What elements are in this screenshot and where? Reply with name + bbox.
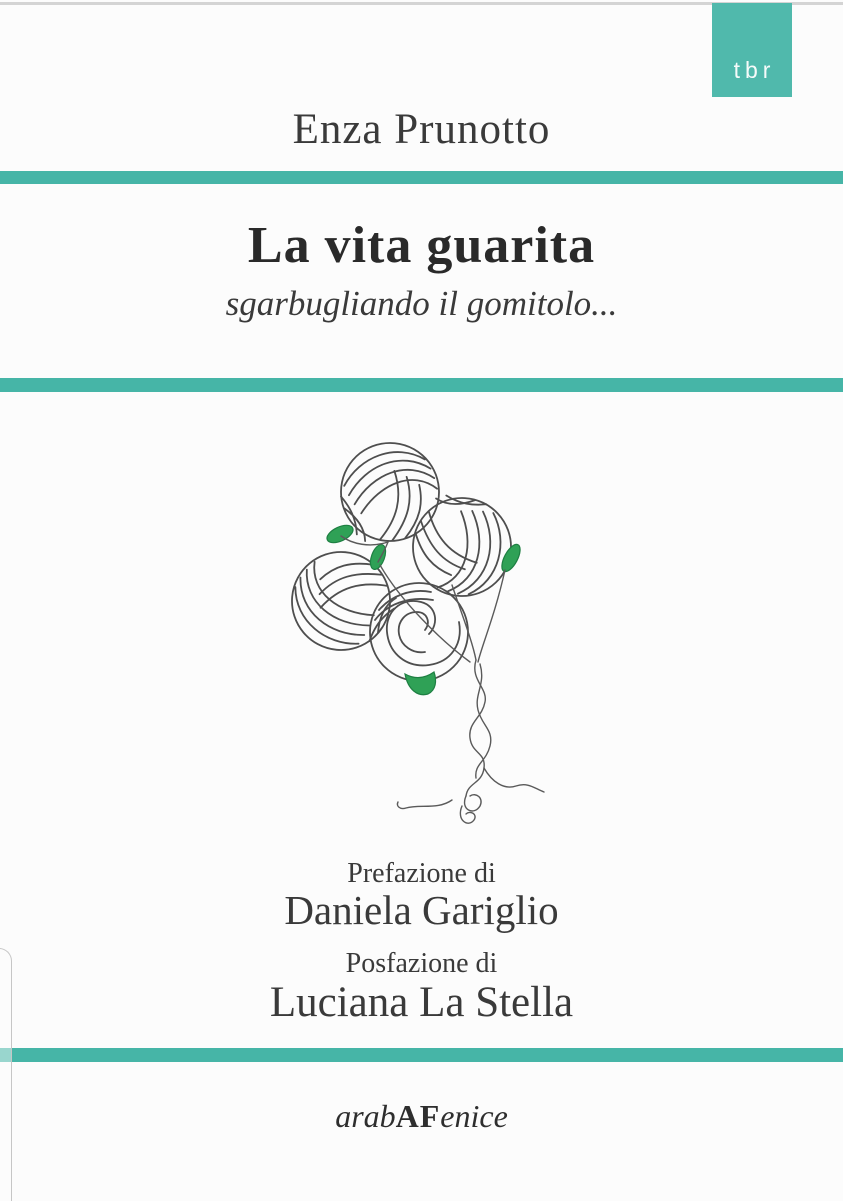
publisher-logo-pre: arab bbox=[335, 1098, 396, 1134]
yarn-ball-left bbox=[280, 532, 410, 670]
publisher-logo-post: enice bbox=[440, 1098, 508, 1134]
book-title: La vita guarita bbox=[247, 217, 596, 274]
teal-divider-bottom bbox=[0, 1048, 843, 1062]
yarn-balloons-illustration bbox=[280, 430, 560, 840]
publisher-logo-caps: AF bbox=[395, 1098, 441, 1134]
book-subtitle: sgarbugliando il gomitolo... bbox=[225, 284, 618, 323]
publisher-logo bbox=[0, 1098, 843, 1135]
tangled-strings bbox=[341, 536, 544, 823]
underlying-page-corner bbox=[0, 948, 12, 1201]
afterword-label: Posfazione di bbox=[345, 948, 498, 979]
yarn-ball-bottom bbox=[370, 583, 468, 681]
author-name: Enza Prunotto bbox=[292, 106, 551, 153]
teal-divider-top bbox=[0, 171, 843, 184]
yarn-ball-right bbox=[397, 482, 527, 612]
tbr-imprint-label: tbr bbox=[733, 57, 776, 83]
preface-label: Prefazione di bbox=[347, 858, 496, 889]
leaf-bottom-icon bbox=[405, 672, 436, 695]
preface-author: Daniela Gariglio bbox=[284, 887, 559, 933]
teal-divider-under-title bbox=[0, 378, 843, 392]
tbr-imprint-badge bbox=[712, 3, 792, 97]
leaf-left-icon bbox=[324, 522, 355, 547]
afterword-author: Luciana La Stella bbox=[269, 979, 574, 1026]
leaf-right-icon bbox=[498, 542, 524, 575]
